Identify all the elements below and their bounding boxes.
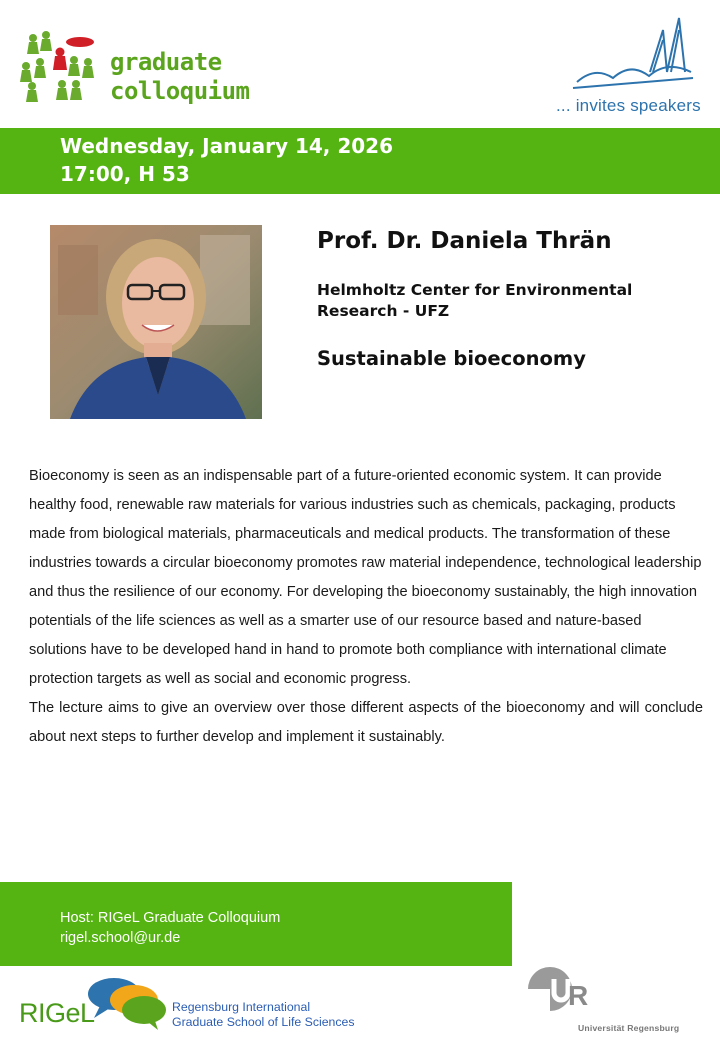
speaker-photo — [50, 225, 262, 419]
host-text: Host: RIGeL Graduate Colloquium — [60, 910, 281, 926]
colloquium-word-colloquium: colloquium — [110, 77, 250, 105]
colloquium-word-graduate: graduate — [110, 48, 222, 76]
host-email[interactable]: rigel.school@ur.de — [60, 930, 181, 946]
affiliation-line-1: Helmholtz Center for Environmental — [317, 281, 633, 299]
abstract — [29, 462, 703, 752]
rigel-school-line-2: Graduate School of Life Sciences — [172, 1015, 355, 1029]
ur-logo-icon — [528, 965, 598, 1017]
abstract-paragraph-2: The lecture aims to give an overview over those different aspects of the bioeconomy and will conclude about next steps to further develop and implement it sustainably. — [29, 700, 703, 745]
affiliation-line-2: Research - UFZ — [317, 302, 450, 320]
colloquium-wordmark — [110, 48, 250, 106]
event-date: Wednesday, January 14, 2026 — [60, 134, 394, 158]
speaker-name: Prof. Dr. Daniela Thrän — [317, 228, 612, 254]
university-name: Universität Regensburg — [578, 1023, 680, 1033]
event-time-room: 17:00, H 53 — [60, 162, 190, 186]
talk-title: Sustainable bioeconomy — [317, 347, 586, 370]
speaker-affiliation — [317, 280, 677, 322]
university-logo — [528, 965, 598, 1017]
rigel-school-name — [172, 1000, 355, 1030]
invites-speakers-text: ... invites speakers — [556, 96, 701, 115]
abstract-paragraph-1: Bioeconomy is seen as an indispensable part of a future-oriented economic system. It can provide healthy food, renewable raw materials for various industries such as chemicals, packaging, products made from biological materials, pharmaceuticals and medical products. The transformation of these industries towards a circular bioeconomy promotes raw material independence, technological leadership and thus the resilience of our economy. For developing the bioeconomy sustainably, the high innovation potentials of the life sciences as well as a smarter use of our resource based and nature-based solutions have to be developed hand in hand to promote both compliance with international climate protection targets as well as social and economic progress. — [29, 468, 702, 687]
rigel-wordmark: RIGeL — [19, 998, 95, 1028]
svg-text:R: R — [568, 980, 589, 1011]
rigel-school-line-1: Regensburg International — [172, 1000, 311, 1014]
